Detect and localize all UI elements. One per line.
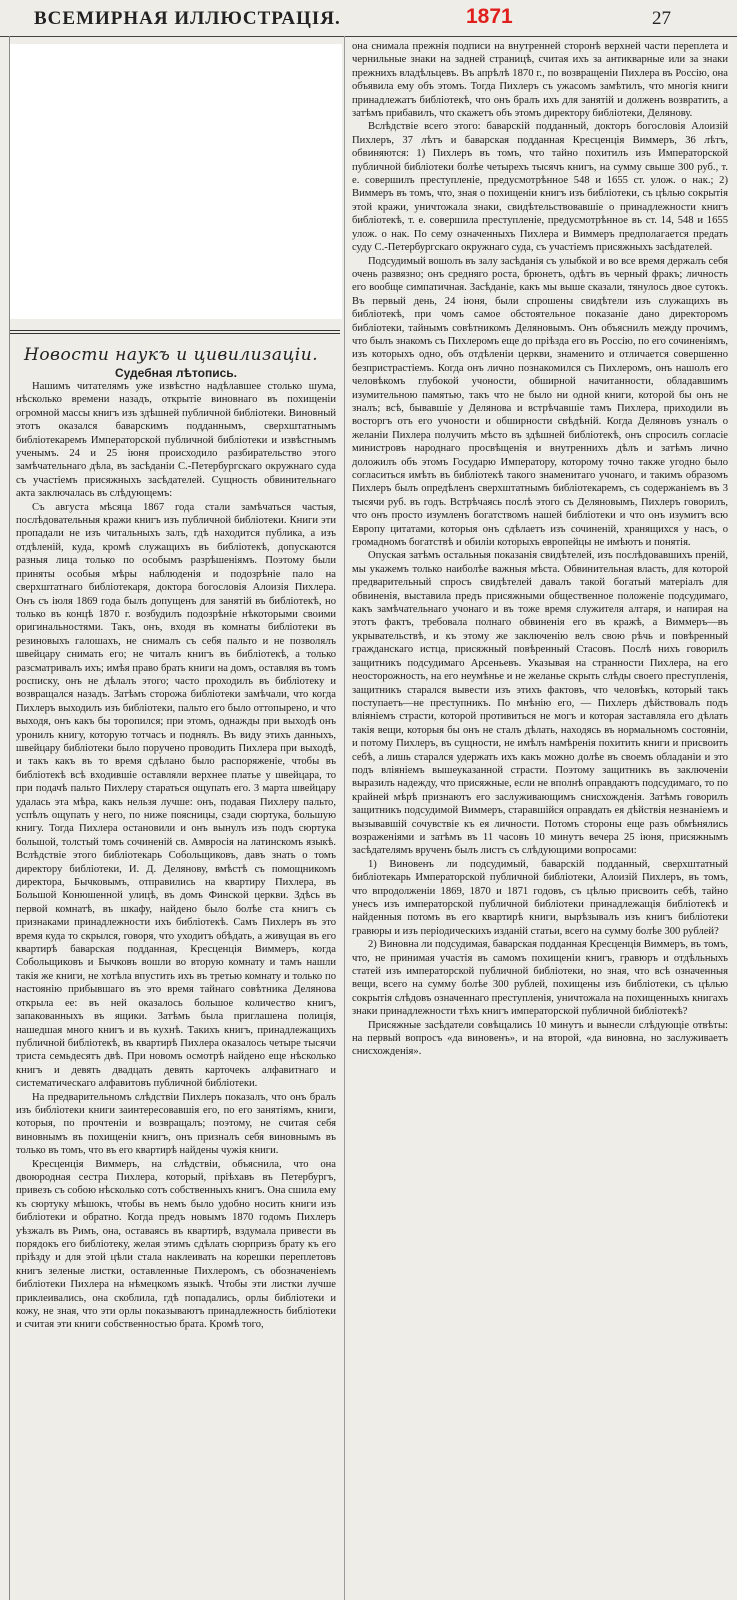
left-text-column [16,380,336,1596]
paragraph: она снимала прежнія подписи на внутренней сторонѣ верхней части переплета и чернильные знаки на задней страницѣ, считая ихъ за антикварные или за знаки прежнихъ владѣльцевъ. Въ апрѣлѣ 1870 г., по возвращеніи Пихлера въ Россію, она объявила ему объ этомъ. Тогда Пихлеръ съ ужасомъ замѣтилъ, что многія книги принадлежатъ библіотекѣ, что онъ бралъ ихъ для занятій и долженъ возвратить, а затѣмъ прибавилъ, что скажетъ объ этомъ директору библіотеки, Делянову. [352,41,728,120]
journal-title: ВСЕМИРНАЯ ИЛЛЮСТРАЦІЯ. [34,8,341,29]
paragraph: Подсудимый вошолъ въ залу засѣданія съ улыбкой и во все время держалъ себя очень развязно; онъ средняго роста, брюнетъ, одѣтъ въ черный фракъ; личность его вообще симпатичная. Засѣданіе, какъ мы выше сказали, тянулось двое сутокъ. Въ первый день, 24 іюня, были спрошены свидѣтели изъ служащихъ въ библіотекѣ, при чомъ самое обстоятельное показаніе дано директоромъ библіотеки, тайнымъ совѣтникомъ Деляновымъ. Онъ объяснилъ между прочимъ, что былъ знакомъ съ Пихлеромъ еще до пріѣзда его въ Россію, по его сочиненіямъ, изъ которыхъ одно, объ отдѣленіи церкви, знаменито и отличается совершенно безпристрастіемъ. Когда онъ лично познакомился съ Пихлеромъ, онъ нашолъ его человѣкомъ глубокой учоности, обширной начитанности, обладавшимъ изумительною памятью, такъ что не было ни одной книги, которой бы онъ не зналъ; всѣ, бывавшіе у Делянова и встрѣчавшіе тамъ Пихлера, приходили въ восторгъ отъ его учоности и обширности свѣдѣній. Когда Деляновъ узналъ о желаніи Пихлера получить мѣсто въ здѣшней библіотекѣ, онъ спросилъ согласіе министровъ народнаго просвѣщенія и внутреннихъ дѣлъ и затѣмъ лично доложилъ объ этомъ Государю Императору, которому точно также угодно было согласиться имѣть въ библіотекѣ такого знаменитаго учонаго, и такимъ образомъ Пихлеръ былъ опредѣленъ сверхштатнымъ библіотекаремъ, съ содержаніемъ въ 3 тысячи руб. въ годъ. Встрѣчаясь послѣ этого съ Деляновымъ, Пихлеръ говорилъ, что онъ просто изумленъ богатствомъ нашей библіотеки и что онъ изумитъ всю Европу цитатами, которыя онъ сдѣлаетъ изъ сочиненій, хранящихся у насъ, о громадномъ богатствѣ и обиліи которыхъ европейцы не имѣютъ и понятія. [352,255,728,549]
section-title: Новости наукъ и цивилизаціи. [24,345,319,365]
paragraph: На предварительномъ слѣдствіи Пихлеръ показалъ, что онъ бралъ изъ библіотеки книги заинтересовавшія его, по его занятіямъ, книги, которыя, по прочтеніи и возвращалъ; поэтому, не считая себя виновнымъ въ похищеніи книгъ, онъ призналъ себя виновнымъ въ только въ томъ, что въ его квартирѣ найдены чужія книги. [16,1091,336,1157]
paragraph: 2) Виновна ли подсудимая, баварская подданная Кресценція Виммеръ, въ томъ, что, не принимая участія въ самомъ похищеніи книгъ, гравюръ и отдѣльныхъ статей изъ императорской публичной библіотеки, но зная, что всѣ означенныя вещи, всего на сумму болѣе 300 рублей, похищены изъ библіотеки, съ цѣлью сокрытія слѣдовъ означеннаго преступленія, уничтожала на похищенныхъ книгахъ знаки принадлежности тѣхъ книгъ императорской публичной библіотекѣ? [352,939,728,1018]
paragraph: Опуская затѣмъ остальныя показанія свидѣтелей, изъ послѣдовавшихъ преній, мы укажемъ только наиболѣе важныя мѣста. Обвинительная власть, для которой предварительный спросъ свидѣтелей давалъ такой богатый матеріалъ для обвиненія, выставила предъ присяжными общественное положеніе подсудимаго, какъ замѣчательнаго учонаго и въ тоже время служителя алтаря, и напирая на этотъ фактъ, требовала полнаго обвиненія его въ кражѣ, а Виммеръ—въ укрывательствѣ, и къ этому же заключенію велъ свою рѣчь и повѣренный гражданскаго истца, присяжный повѣренный Стасовъ. Послѣ нихъ говорилъ защитникъ подсудимаго Арсеньевъ. Указывая на странности Пихлера, на его неосторожность, на его неумѣнье и не желанье скрыть слѣды своего преступленія, защитникъ старался вывести изъ этихъ фактовъ, что человѣкъ, который такъ поступаетъ—не преступникъ. По мнѣнію его, — Пихлеръ дѣйствовалъ подъ вліяніемъ страсти, которой противиться не могъ и которая заставляла его дѣлать такія вещи, которыя бы онъ не сталъ дѣлать, находясь въ нормальномъ состояніи, и потому Пихлеръ, въ сущности, не имѣлъ намѣренія похитить книги и присвоить себѣ, а лишь старался удержать ихъ какъ можно долѣе въ своемъ обладаніи и это подъ вліяніемъ вышеуказанной страсти. Поэтому защитникъ въ заключеніи выразилъ надежду, что присяжные, если не вполнѣ оправдаютъ подсудимаго, то по крайней мѣрѣ признаютъ его заслуживающимъ снисхожденія. Затѣмъ говорилъ защитникъ подсудимой Виммеръ, старавшійся оправдать ея дѣйствія незнаніемъ и вызывавшій сочувствіе къ ея личности. Потомъ стороны еще разъ обмѣнялись возраженіями и затѣмъ въ 11 часовъ 10 минутъ вечера 25 іюня, присяжнымъ засѣдателямъ врученъ былъ листъ съ слѣдующими вопросами: [352,550,728,857]
year-label: 1871 [466,5,513,28]
column-rule [344,36,345,1600]
paragraph: Кресценція Виммеръ, на слѣдствіи, объяснила, что она двоюродная сестра Пихлера, который, пріѣхавъ въ Петербургъ, привезъ съ собою нѣсколько сотъ собственныхъ книгъ. Она сшила ему къ сюртуку мѣшокъ, чтобы въ немъ было удобно носить книги изъ библіотеки и обратно. Когда предъ новымъ 1870 годомъ Пихлеръ уѣзжалъ въ Римъ, она, оставаясь въ квартирѣ, вздумала привести въ порядокъ его библіотеку, желая этимъ сдѣлать сюрпризъ брату къ его пріѣзду и для этой цѣли стала наклеивать на корешки переплетовъ книгъ зеленые листки, оставленные Пихлеромъ, съ обозначеніемъ библіотеки Пихлера на нѣмецкомъ языкѣ. Чтобы эти листки лучше приклеивались, она скоблила, гдѣ попадались, орлы библіотеки и кожу, не зная, что эти орлы показываютъ принадлежность библіотеки и считая эти книги собственностью брата. Кромѣ того, [16,1158,336,1331]
section-subtitle: Судебная лѣтопись. [115,366,237,380]
section-divider-top [10,330,340,331]
page-header [0,0,737,37]
paragraph: Вслѣдствіе всего этого: баварскій подданный, докторъ богословія Алоизій Пихлеръ, 37 лѣтъ и баварская подданная Кресценція Виммеръ, 36 лѣтъ, обвиняются: 1) Пихлеръ въ томъ, что тайно похитилъ изъ Императорской публичной библіотеки болѣе четырехъ тысячъ книгъ, на сумму свыше 300 руб., т. е. совершилъ преступленіе, предусмотрѣнное 548 и 1655 ст. улож. о нак.; 2) Виммеръ въ томъ, что, зная о похищеніи книгъ изъ библіотеки, съ цѣлью сокрытія этой кражи, уничтожала знаки, свидѣтельствовавшіе о принадлежности книгъ библіотекѣ, т. е. совершила преступленіе, предусмотрѣнное въ ст. 14, 548 и 1655 улож. о нак. По сему означенныхъ Пихлера и Виммеръ предполагается предать суду С.-Петербургскаго окружнаго суда, съ участіемъ присяжныхъ засѣдателей. [352,121,728,254]
paragraph: Съ августа мѣсяца 1867 года стали замѣчаться частыя, послѣдовательныя кражи книгъ изъ публичной библіотеки. Книги эти пропадали не изъ читальныхъ залъ, гдѣ находится публика, а изъ отдѣленій, куда, кромѣ служащихъ въ библіотекѣ, допускаются разныя лица только по особымъ разрѣшеніямъ. Поэтому были приняты особыя мѣры наблюденія и подозрѣніе пало на сверхштатнаго библіотекаря, доктора богословія Алоизія Пихлера. Онъ съ іюля 1869 года былъ допущенъ для занятій въ библіотекѣ, но только въ концѣ 1870 г. возбудилъ подозрѣніе нѣкоторыми своими оригинальностями. Такъ, онъ, входя въ комнаты библіотеки въ резиновыхъ галошахъ, не снималъ съ себя пальто и не позволялъ швейцару снимать его; не читалъ книгъ въ библіотекѣ, а только разсматривалъ ихъ; имѣя право брать книги на домъ, оставляя въ томъ росписку, онъ не дѣлалъ этого; часто проходилъ въ библіотеку и возвращался назадъ. Затѣмъ сторожа библіотеки замѣчали, что когда Пихлеръ выходилъ изъ библіотеки, пальто его было оттопырено, и что выходя, онъ какъ бы торопился; при этомъ, однажды при выходѣ онъ уронилъ книгу, которую тотчасъ и поднялъ. Въ виду этихъ данныхъ, швейцару библіотеки было поручено проводить Пихлера при выходѣ, и такъ какъ въ то время сдѣлано было распоряженіе, чтобы въ библіотекѣ всѣ входившіе оставляли верхнее платье у швейцара, то при подачѣ пальто Пихлеру стараться ощупать его. 3 марта швейцару удалась эта мѣра, какъ нельзя лучше: онъ, подавая Пихлеру пальто, успѣлъ ощупать у него, по ниже поясницы, сзади сюртука, большую книгу. Тогда Пихлера остановили и онъ вынулъ изъ подъ сюртука большой, толстый томъ сочиненій св. Амвросія на латинскомъ языкѣ. Вслѣдствіе этого библіотекарь Собольщиковъ, давъ знать о томъ директору библіотеки, И. Д. Делянову, вмѣстѣ съ помощникомъ директора, Бычковымъ, отправились на квартиру Пихлера, въ Большой Конюшенной улицѣ, въ домъ Финской церкви. Здѣсь въ первой комнатѣ, въ шкафу, найдено было болѣе ста книгъ съ признаками принадлежности ихъ библіотекѣ. Самъ Пихлеръ въ это время куда то скрылся, говоря, что уходитъ обѣдать, а живущая въ его квартирѣ баварская подданная, Кресценція Виммеръ, когда Собольщиковъ и Бычковъ вошли во вторую комнату и тамъ нашли такія же книги, не хотѣла впустить ихъ въ третью комнату и только по настоянію прибывшаго въ это время тайнаго совѣтника Делянова открыла ее: въ ней оказалось большое количество книгъ, запакованныхъ въ ящики. Затѣмъ была приглашена полиція, нашедшая много книгъ и въ кухнѣ. Такихъ книгъ, принадлежащихъ публичной библіотекѣ, въ квартирѣ Пихлера оказалось четыре тысячи триста семьдесятъ двѣ. При новомъ осмотрѣ найдено еще нѣсколько книгъ и девять двадцать девять карточекъ алфавитнаго и систематическаго алфавитовъ публичной библіотеки. [16,501,336,1090]
blank-image-area [10,44,342,319]
right-text-column [352,40,728,1596]
page-number: 27 [652,8,671,29]
paragraph: Присяжные засѣдатели совѣщались 10 минутъ и вынесли слѣдующіе отвѣты: на первый вопросъ «да виновенъ», и на второй, «да виновна, но заслуживаетъ снисхожденія». [352,1019,728,1058]
paragraph: 1) Виновенъ ли подсудимый, баварскій подданный, сверхштатный библіотекарь Императорской публичной библіотеки, Алоизій Пихлеръ, въ томъ, что впродолженіи 1869, 1870 и 1871 годовъ, съ цѣлью присвоить себѣ, тайно унесъ изъ императорской публичной библіотеки принадлежащія библіотекѣ и найденныя потомъ въ его квартирѣ книги, вырѣзывалъ изъ книгъ библіотеки гравюры и изъ періодическихъ изданій статьи, всего на сумму болѣе 300 рублей? [352,858,728,937]
paragraph: Нашимъ читателямъ уже извѣстно надѣлавшее столько шума, нѣсколько времени назадъ, открытіе виновнаго въ похищеніи огромной массы книгъ изъ здѣшней публичной библіотеки. Виновный этотъ оказался баварскимъ подданнымъ, сверхштатнымъ библіотекаремъ Императорской публичной библіотеки и извѣстнымъ ученымъ. 24 и 25 іюня происходило разбирательство этого замѣчательнаго дѣла, въ засѣданіи С.-Петербургскаго окружнаго суда съ участіемъ присяжныхъ засѣдателей. Сущность обвинительнаго акта заключалась въ слѣдующемъ: [16,381,336,500]
section-divider-bottom [10,333,340,334]
